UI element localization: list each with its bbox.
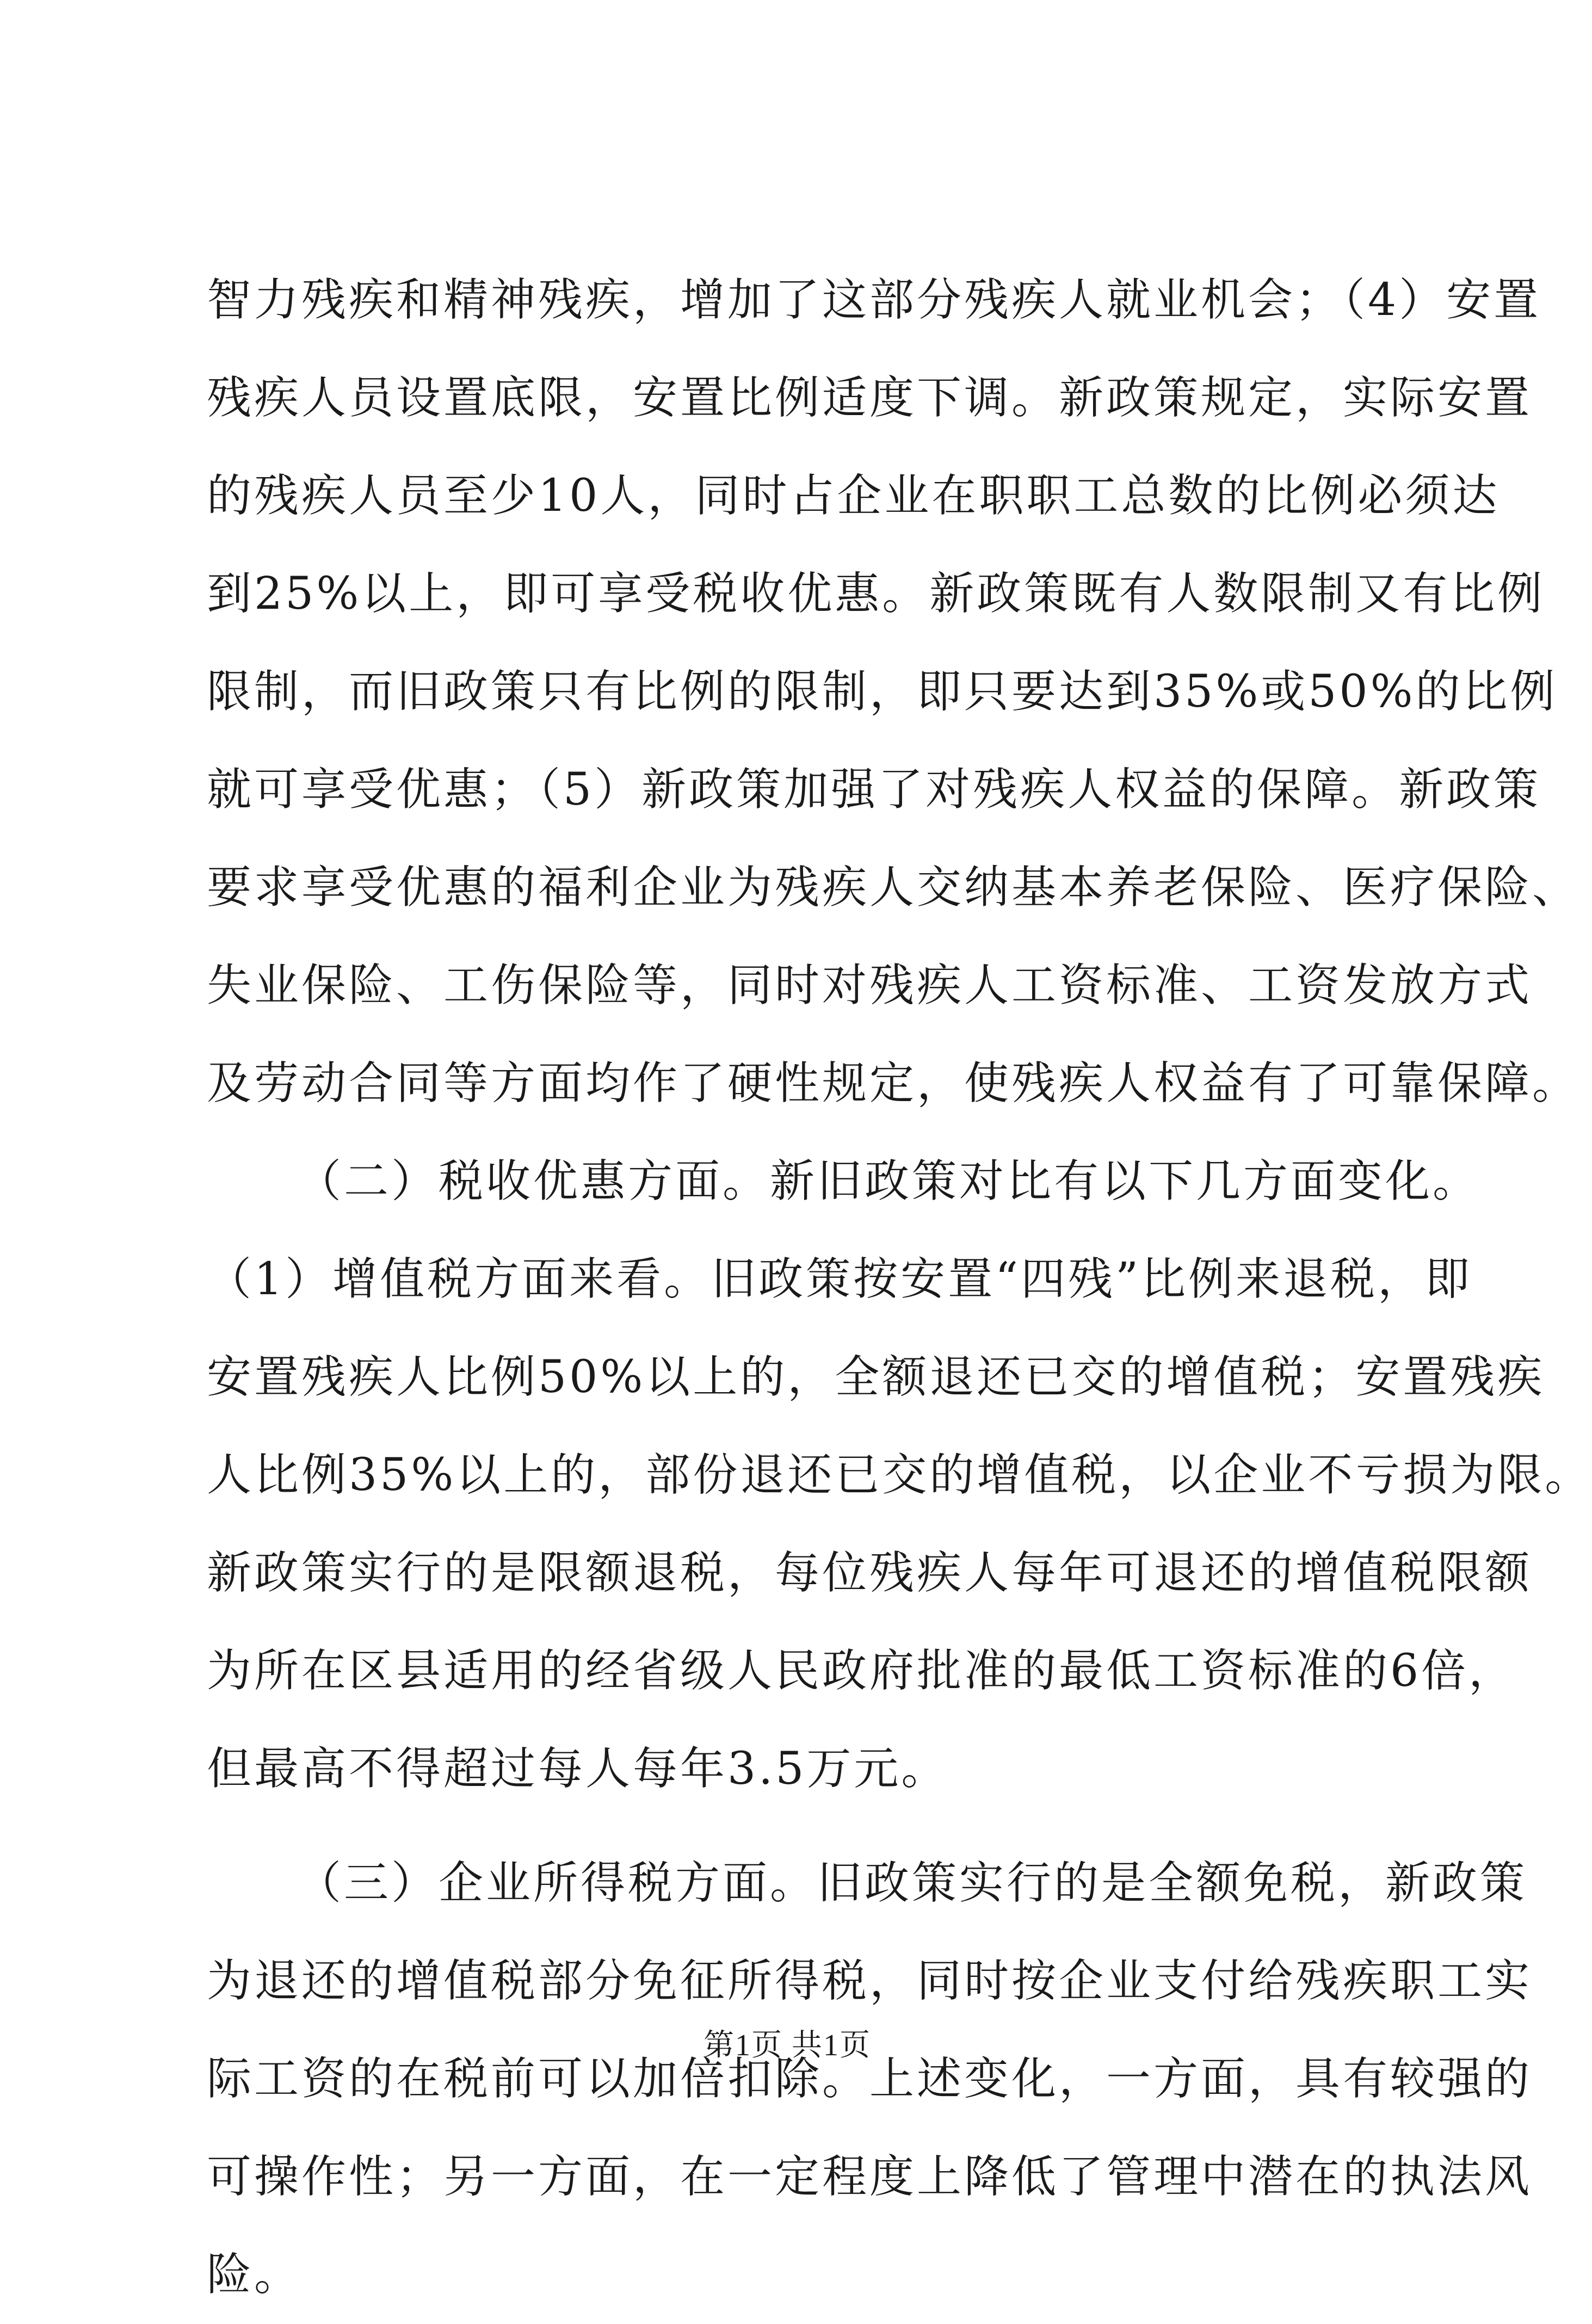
- text-line: 为所在区县适用的经省级人民政府批准的最低工资标准的6倍，: [207, 1645, 1516, 1697]
- text-line: 及劳动合同等方面均作了硬性规定，使残疾人权益有了可靠保障。: [207, 1058, 1580, 1109]
- text-line: 可操作性；另一方面，在一定程度上降低了管理中潜在的执法风: [207, 2151, 1533, 2203]
- text-line: 际工资的在税前可以加倍扣除。上述变化，一方面，具有较强的: [207, 2053, 1533, 2105]
- text-line: （三）企业所得税方面。旧政策实行的是全额免税，新政策: [297, 1857, 1528, 1909]
- paragraph-3: [207, 1834, 1533, 2324]
- text-line: （二）税收优惠方面。新旧政策对比有以下几方面变化。: [297, 1155, 1480, 1207]
- text-line: 为退还的增值税部分免征所得税，同时按企业支付给残疾职工实: [207, 1955, 1533, 2007]
- text-line: 人比例35%以上的，部份退还已交的增值税，以企业不亏损为限。: [207, 1449, 1592, 1501]
- text-line: 就可享受优惠；（5）新政策加强了对残疾人权益的保障。新政策: [207, 764, 1541, 815]
- text-line: 限制，而旧政策只有比例的限制，即只要达到35%或50%的比例: [207, 666, 1558, 718]
- paragraph-spacer: [207, 1818, 1374, 1834]
- text-line: 智力残疾和精神残疾，增加了这部分残疾人就业机会；（4）安置: [207, 274, 1541, 326]
- text-line: 安置残疾人比例50%以上的，全额退还已交的增值税；安置残疾: [207, 1351, 1545, 1403]
- text-line: 到25%以上，即可享受税收优惠。新政策既有人数限制又有比例: [207, 568, 1545, 620]
- text-line: 险。: [207, 2249, 302, 2301]
- text-line: 残疾人员设置底限，安置比例适度下调。新政策规定，实际安置: [207, 372, 1533, 424]
- text-line: 新政策实行的是限额退税，每位残疾人每年可退还的增值税限额: [207, 1547, 1533, 1599]
- page-number-footer: 第1页 共1页: [704, 2029, 871, 2062]
- text-line: 要求享受优惠的福利企业为残疾人交纳基本养老保险、医疗保险、: [207, 862, 1580, 913]
- text-line: 失业保险、工伤保险等，同时对残疾人工资标准、工资发放方式: [207, 960, 1533, 1011]
- text-line: （1）增值税方面来看。旧政策按安置“四残”比例来退税，即: [207, 1253, 1473, 1305]
- text-line: 的残疾人员至少10人，同时占企业在职职工总数的比例必须达: [207, 470, 1500, 522]
- text-line: 但最高不得超过每人每年3.5万元。: [207, 1743, 949, 1795]
- paragraph-1: [207, 251, 1580, 1133]
- paragraph-2: [207, 1133, 1592, 1818]
- document-body: [207, 251, 1592, 2324]
